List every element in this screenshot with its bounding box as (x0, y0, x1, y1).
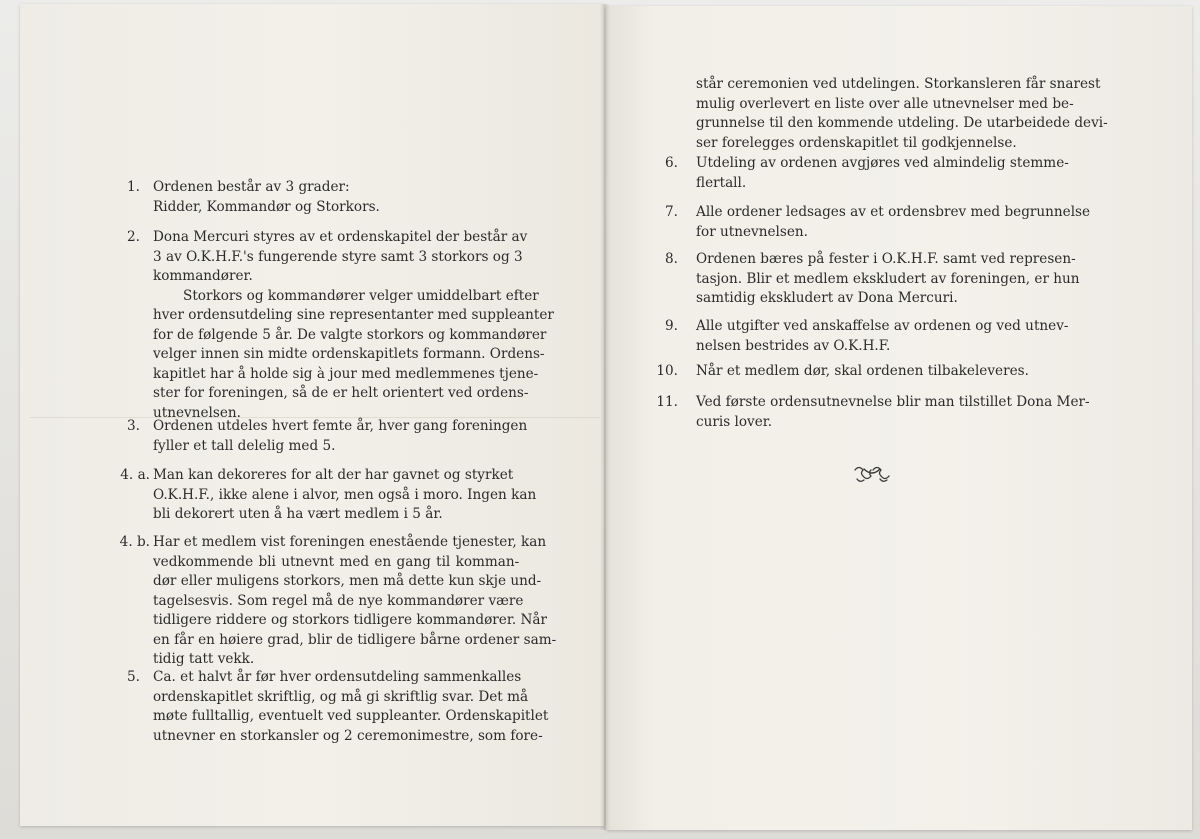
rule-line: velger innen sin midte ordenskapitlets formann. Ordens- (153, 346, 545, 362)
rule-line: kommandører. (153, 268, 253, 284)
rule-line: samtidig ekskludert av Dona Mercuri. (696, 290, 958, 306)
rule-line: Man kan dekoreres for alt der har gavnet og styrket (153, 467, 514, 483)
rule-line: O.K.H.F., ikke alene i alvor, men også i moro. Ingen kan (153, 486, 537, 503)
rule-line: møte fulltallig, eventuelt ved suppleanter. Ordenskapitlet (153, 708, 549, 724)
rule-line: grunnelse til den kommende utdeling. De utarbeidede devi- (696, 115, 1108, 131)
rule-number: 11. (656, 394, 678, 410)
rule-line: nelsen bestrides av O.K.H.F. (696, 337, 891, 354)
rule-line: 3 av O.K.H.F.'s fungerende styre samt 3 storkors og 3 (153, 248, 523, 265)
rule-number: 8. (665, 251, 678, 267)
rule-line: kapitlet har å holde sig à jour med medlemmenes tjene- (153, 365, 539, 382)
rule-line: bli dekorert uten å ha vært medlem i 5 år. (153, 506, 443, 522)
rule-number: 1. (127, 179, 140, 195)
rule-line: for de følgende 5 år. De valgte storkors og kommandører (153, 326, 547, 343)
rule-line: mulig overlevert en liste over alle utnevnelser med be- (696, 95, 1074, 112)
rule-line: curis lover. (696, 413, 773, 430)
rule-line: Ordenen består av 3 grader: (153, 179, 350, 195)
rule-line: Dona Mercuri styres av et ordenskapitel der består av (153, 229, 528, 245)
rule-line: Når et medlem dør, skal ordenen tilbakeleveres. (696, 363, 1029, 379)
rule-number: 4. a. (120, 467, 150, 483)
rule-line: Alle ordener ledsages av et ordensbrev med begrunnelse (696, 204, 1091, 220)
decorative-ornament-icon (852, 464, 892, 486)
rule-number: 6. (665, 155, 678, 171)
rule-number: 9. (665, 318, 678, 334)
rule-line: en får en høiere grad, blir de tidligere bårne ordener sam- (153, 631, 557, 648)
rule-line: Alle utgifter ved anskaffelse av ordenen og ved utnev- (696, 318, 1069, 334)
rule-line: Storkors og kommandører velger umiddelbart efter (183, 287, 539, 304)
page-fold (600, 4, 610, 830)
rule-line: tidligere riddere og storkors tidligere kommandører. Når (153, 612, 547, 628)
rule-line: Ordenen utdeles hvert femte år, hver gang foreningen (153, 418, 528, 434)
rule-line: Utdeling av ordenen avgjøres ved almindelig stemme- (696, 155, 1069, 171)
rule-line: ster for foreningen, så de er helt orientert ved ordens- (153, 385, 529, 401)
rule-line: utnevner en storkansler og 2 ceremonimestre, som fore- (153, 727, 543, 744)
rule-line: fyller et tall delelig med 5. (153, 437, 336, 454)
rule-line: Har et medlem vist foreningen enestående tjenester, kan (153, 534, 547, 550)
rule-line: Ved første ordensutnevnelse blir man tilstillet Dona Mer- (696, 394, 1090, 410)
rule-line: for utnevnelsen. (696, 223, 808, 240)
rule-line: Ordenen bæres på fester i O.K.H.F. samt ved represen- (696, 251, 1076, 267)
rule-line: tagelsesvis. Som regel må de nye kommandører være (153, 592, 524, 609)
rule-line: Ca. et halvt år før hver ordensutdeling sammenkalles (153, 669, 522, 685)
rule-number: 10. (656, 363, 678, 379)
rule-line: ordenskapitlet skriftlig, og må gi skriftlig svar. Det må (153, 688, 529, 705)
rule-line: flertall. (696, 174, 747, 191)
rule-line: står ceremonien ved utdelingen. Storkansleren får snarest (696, 76, 1101, 92)
rule-number: 7. (665, 204, 678, 220)
rule-line: vedkommende bli utnevnt med en gang til komman- (153, 553, 520, 570)
rule-number: 3. (127, 418, 140, 434)
rule-line: hver ordensutdeling sine representanter med suppleanter (153, 307, 554, 323)
rule-line: utnevnelsen. (153, 404, 241, 421)
rule-number: 5. (127, 669, 140, 685)
rule-line: ser forelegges ordenskapitlet til godkjennelse. (696, 134, 1017, 151)
rule-line: Ridder, Kommandør og Storkors. (153, 198, 380, 215)
rule-number: 4. b. (119, 534, 150, 550)
rule-line: tidig tatt vekk. (153, 651, 255, 667)
rule-number: 2. (127, 229, 140, 245)
rule-line: tasjon. Blir et medlem ekskludert av foreningen, er hun (696, 270, 1080, 287)
rule-line: dør eller muligens storkors, men må dette kun skje und- (153, 573, 542, 589)
